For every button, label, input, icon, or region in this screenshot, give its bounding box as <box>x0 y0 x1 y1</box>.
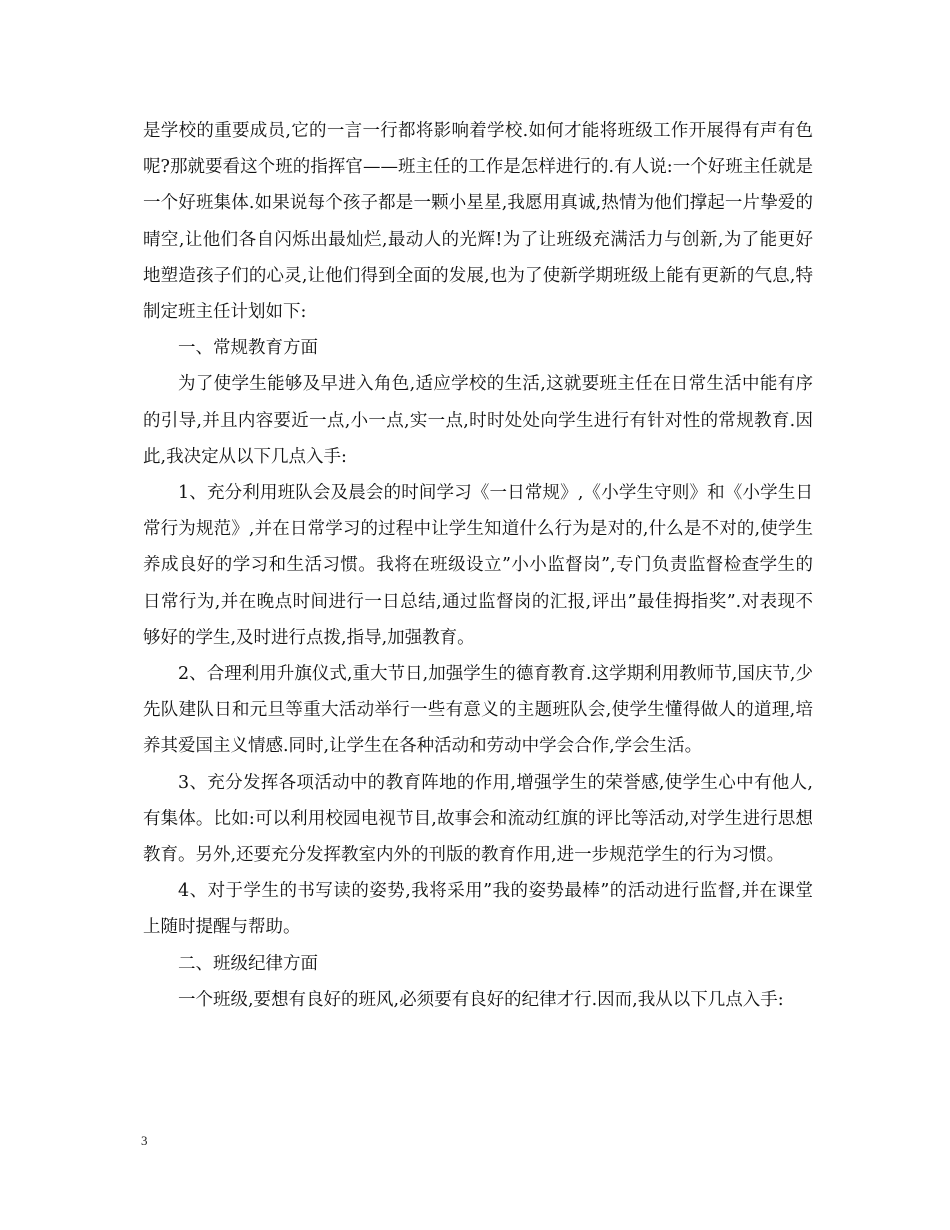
section-heading-class-discipline: 二、班级纪律方面 <box>178 953 318 974</box>
document-body <box>143 113 813 1018</box>
paragraph-intro: 是学校的重要成员,它的一言一行都将影响着学校.如何才能将班级工作开展得有声有色呢?那就要看这个班的指挥官——班主任的工作是怎样进行的.有人说:一个好班主任就是一个好班集体.如果说每个孩子都是一颗小星星,我愿用真诚,热情为他们撑起一片挚爱的晴空,让他们各自闪烁出最灿烂,最动人的光辉!为了让班级充满活力与创新,为了能更好地塑造孩子们的心灵,让他们得到全面的发展,也为了使新学期班级上能有更新的气息,特制定班主任计划如下: <box>143 121 813 323</box>
paragraph-routine-education: 为了使学生能够及早进入角色,适应学校的生活,这就要班主任在日常生活中能有序的引导,并且内容要近一点,小一点,实一点,时时处处向学生进行有针对性的常规教育.因此,我决定从以下几点入手: <box>143 374 813 467</box>
paragraph-item-2: 2、合理利用升旗仪式,重大节日,加强学生的德育教育.这学期利用教师节,国庆节,少先队建队日和元旦等重大活动举行一些有意义的主题班队会,使学生懂得做人的道理,培养其爱国主义情感.同时,让学生在各种活动和劳动中学会合作,学会生活。 <box>143 664 813 757</box>
paragraph-item-1: 1、充分利用班队会及晨会的时间学习《一日常规》,《小学生守则》和《小学生日常行为规范》,并在日常学习的过程中让学生知道什么行为是对的,什么是不对的,使学生养成良好的学习和生活习惯。我将在班级设立”小小监督岗”,专门负责监督检查学生的日常行为,并在晚点时间进行一日总结,通过监督岗的汇报,评出”最佳拇指奖”.对表现不够好的学生,及时进行点拨,指导,加强教育。 <box>143 483 813 648</box>
paragraph-class-discipline: 一个班级,要想有良好的班风,必须要有良好的纪律才行.因而,我从以下几点入手: <box>178 989 784 1010</box>
section-heading-routine-education: 一、常规教育方面 <box>178 338 318 359</box>
paragraph-item-4: 4、对于学生的书写读的姿势,我将采用”我的姿势最棒”的活动进行监督,并在课堂上随时提醒与帮助。 <box>143 881 813 938</box>
page-number: 3 <box>141 1133 148 1148</box>
paragraph-item-3: 3、充分发挥各项活动中的教育阵地的作用,增强学生的荣誉感,使学生心中有他人,有集体。比如:可以利用校园电视节目,故事会和流动红旗的评比等活动,对学生进行思想教育。另外,还要充分发挥教室内外的刊版的教育作用,进一步规范学生的行为习惯。 <box>143 772 813 866</box>
